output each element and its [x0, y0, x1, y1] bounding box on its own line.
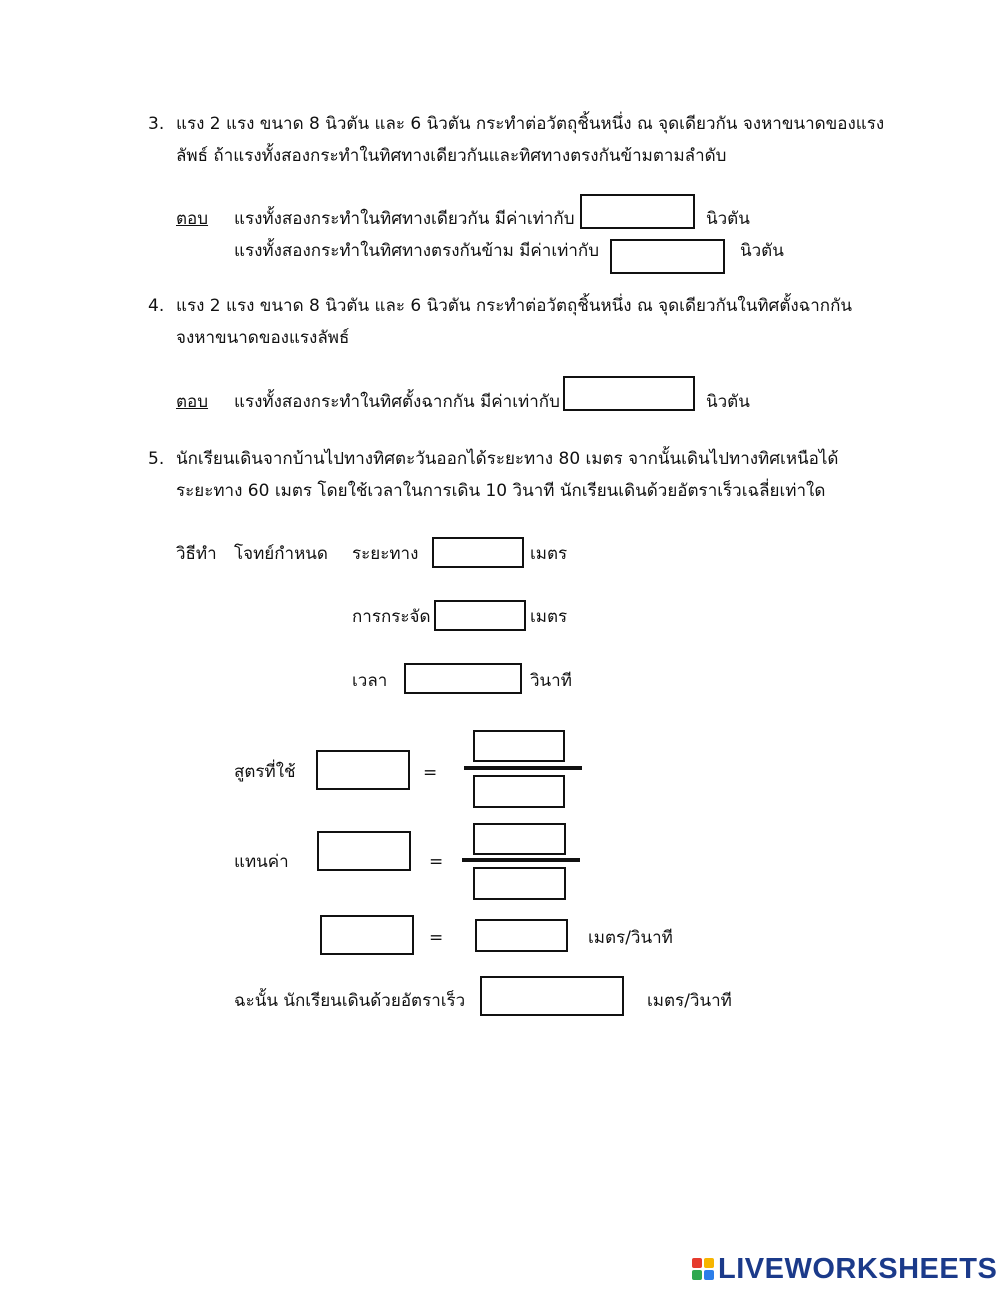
q5-displacement-unit: เมตร [530, 607, 568, 627]
q5-method-label: วิธีทำ [176, 544, 217, 564]
q5-sub-lhs-input[interactable] [317, 831, 411, 871]
q5-number: 5. [148, 449, 165, 469]
q5-formula-equals: = [423, 763, 438, 783]
q5-final-answer-unit: เมตร/วินาที [647, 991, 732, 1011]
q5-distance-label: ระยะทาง [352, 544, 419, 564]
logo-square-3 [692, 1270, 702, 1280]
q5-displacement-input[interactable] [434, 600, 526, 631]
q5-result-lhs-input[interactable] [320, 915, 414, 955]
q3-opposite-direction-label: แรงทั้งสองกระทำในทิศทางตรงกันข้าม มีค่าเท่ากับ [234, 241, 599, 261]
q5-formula-denominator-input[interactable] [473, 775, 565, 808]
q5-time-unit: วินาที [530, 671, 572, 691]
q5-substitute-label: แทนค่า [234, 852, 289, 872]
q3-text-line2: ลัพธ์ ถ้าแรงทั้งสองกระทำในทิศทางเดียวกันและทิศทางตรงกันข้ามตามลำดับ [176, 146, 727, 166]
q5-distance-input[interactable] [432, 537, 524, 568]
q5-given-label: โจทย์กำหนด [234, 544, 328, 564]
q5-formula-label: สูตรที่ใช้ [234, 762, 296, 782]
liveworksheets-logo [692, 1254, 997, 1284]
q3-answer-label: ตอบ [176, 209, 209, 229]
q5-result-equals: = [429, 928, 444, 948]
liveworksheets-logo-icon [692, 1258, 714, 1280]
q3-text-line1: แรง 2 แรง ขนาด 8 นิวตัน และ 6 นิวตัน กระทำต่อวัตถุชิ้นหนึ่ง ณ จุดเดียวกัน จงหาขนาดของแรง [176, 114, 885, 134]
q4-perpendicular-input[interactable] [563, 376, 695, 411]
q4-text-line1: แรง 2 แรง ขนาด 8 นิวตัน และ 6 นิวตัน กระทำต่อวัตถุชิ้นหนึ่ง ณ จุดเดียวกันในทิศตั้งฉากกัน [176, 296, 853, 316]
q3-opposite-direction-unit: นิวตัน [740, 241, 784, 261]
q5-displacement-label: การกระจัด [352, 607, 431, 627]
logo-square-4 [704, 1270, 714, 1280]
logo-square-1 [692, 1258, 702, 1268]
q5-sub-denominator-input[interactable] [473, 867, 566, 900]
q4-number: 4. [148, 296, 165, 316]
q3-same-direction-input[interactable] [580, 194, 695, 229]
q5-sub-equals: = [429, 852, 444, 872]
q5-result-rhs-input[interactable] [475, 919, 568, 952]
q4-perpendicular-unit: นิวตัน [706, 392, 750, 412]
q3-same-direction-unit: นิวตัน [706, 209, 750, 229]
liveworksheets-logo-text: LIVEWORKSHEETS [718, 1253, 998, 1285]
q5-distance-unit: เมตร [530, 544, 568, 564]
q5-sub-numerator-input[interactable] [473, 823, 566, 855]
q5-result-unit: เมตร/วินาที [588, 928, 673, 948]
q3-same-direction-label: แรงทั้งสองกระทำในทิศทางเดียวกัน มีค่าเท่ากับ [234, 209, 575, 229]
q5-text-line2: ระยะทาง 60 เมตร โดยใช้เวลาในการเดิน 10 วินาที นักเรียนเดินด้วยอัตราเร็วเฉลี่ยเท่าใด [176, 481, 826, 501]
q5-formula-numerator-input[interactable] [473, 730, 565, 762]
q4-text-line2: จงหาขนาดของแรงลัพธ์ [176, 328, 350, 348]
q5-formula-fraction-bar [464, 766, 582, 770]
q5-final-answer-input[interactable] [480, 976, 624, 1016]
q5-time-label: เวลา [352, 671, 388, 691]
q4-perpendicular-label: แรงทั้งสองกระทำในทิศตั้งฉากกัน มีค่าเท่ากับ [234, 392, 560, 412]
q5-sub-fraction-bar [462, 858, 580, 862]
q5-conclusion-label: ฉะนั้น นักเรียนเดินด้วยอัตราเร็ว [234, 991, 466, 1011]
logo-square-2 [704, 1258, 714, 1268]
q4-answer-label: ตอบ [176, 392, 209, 412]
q5-text-line1: นักเรียนเดินจากบ้านไปทางทิศตะวันออกได้ระยะทาง 80 เมตร จากนั้นเดินไปทางทิศเหนือได้ [176, 449, 839, 469]
q3-number: 3. [148, 114, 165, 134]
q5-time-input[interactable] [404, 663, 522, 694]
q5-formula-lhs-input[interactable] [316, 750, 410, 790]
q3-opposite-direction-input[interactable] [610, 239, 725, 274]
